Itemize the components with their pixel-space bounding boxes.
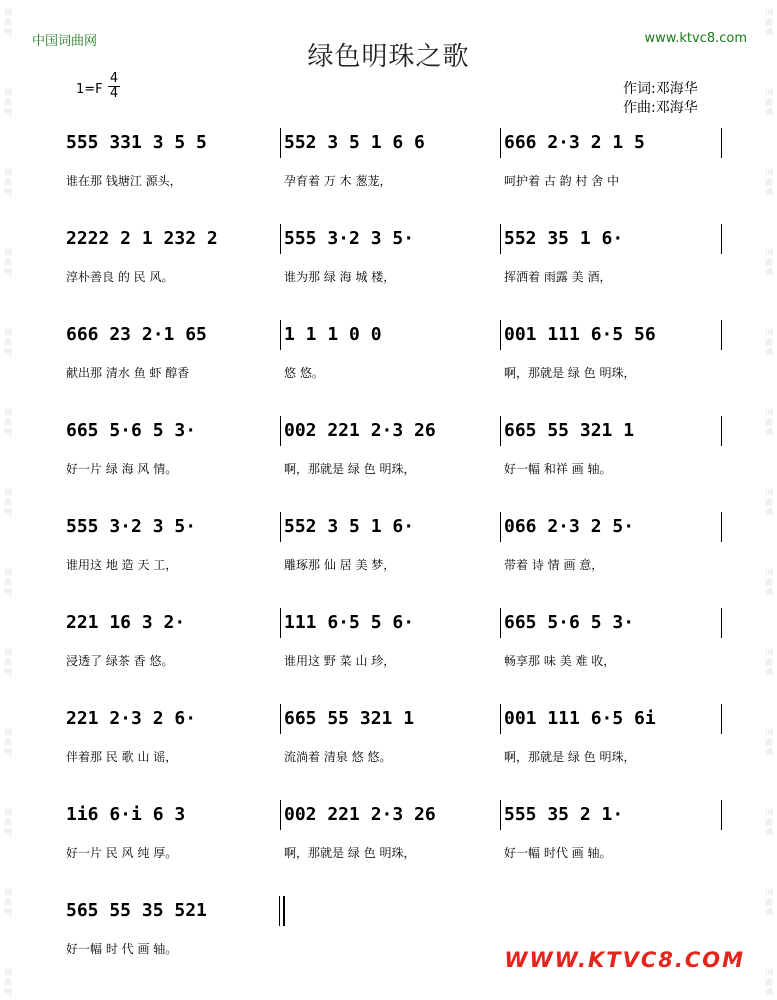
barline xyxy=(500,512,501,542)
watermark-text: 词 曲 网 xyxy=(4,168,12,197)
barline xyxy=(721,416,722,446)
notes: 066 2·3 2 5· xyxy=(504,516,635,537)
watermark-left xyxy=(1,0,15,1000)
site-url-right[interactable]: www.ktvc8.com xyxy=(644,31,747,46)
notes: 552 3 5 1 6· xyxy=(284,516,415,537)
lyric: 孕育着 万 木 葱茏， xyxy=(284,174,392,188)
watermark-text: 词 曲 网 xyxy=(765,808,773,837)
notes: 665 5·6 5 3· xyxy=(504,612,635,633)
watermark-text: 词 曲 网 xyxy=(765,728,773,757)
barline xyxy=(721,800,722,830)
notes: 1 1 1 0 0 xyxy=(284,324,382,345)
lyric: 畅享那 味 美 难 收， xyxy=(504,654,616,668)
key-signature: 1=F xyxy=(76,82,103,97)
notes: 001 111 6·5 56 xyxy=(504,324,656,345)
watermark-text: 词 曲 网 xyxy=(765,568,773,597)
song-title: 绿色明珠之歌 xyxy=(307,42,470,72)
notes: 111 6·5 5 6· xyxy=(284,612,415,633)
lyric: 流淌着 清泉 悠 悠。 xyxy=(284,750,392,764)
notes: 002 221 2·3 26 xyxy=(284,804,436,825)
barline xyxy=(280,128,281,158)
notes: 665 55 321 1 xyxy=(504,420,635,441)
watermark-text: 词 曲 网 xyxy=(765,888,773,917)
notes: 555 3·2 3 5· xyxy=(66,516,197,537)
notes: 1i6 6·i 6 3 xyxy=(66,804,186,825)
final-barline-thin xyxy=(279,896,280,926)
barline xyxy=(500,800,501,830)
lyric: 啊，那就是 绿 色 明珠， xyxy=(284,846,416,860)
notes: 221 16 3 2· xyxy=(66,612,186,633)
barline xyxy=(280,416,281,446)
lyric: 谁用这 地 造 天 工， xyxy=(66,558,178,572)
lyric: 伴着那 民 歌 山 谣， xyxy=(66,750,178,764)
watermark-text: 词 曲 网 xyxy=(765,88,773,117)
barline xyxy=(500,320,501,350)
lyric: 啊，那就是 绿 色 明珠， xyxy=(284,462,416,476)
watermark-text: 词 曲 网 xyxy=(4,328,12,357)
watermark-text: 词 曲 网 xyxy=(765,488,773,517)
final-barline-thick xyxy=(283,896,285,926)
barline xyxy=(721,704,722,734)
barline xyxy=(280,800,281,830)
notes: 555 331 3 5 5 xyxy=(66,132,207,153)
barline xyxy=(721,320,722,350)
notes: 665 55 321 1 xyxy=(284,708,415,729)
watermark-text: 词 曲 网 xyxy=(765,168,773,197)
watermark-text: 词 曲 网 xyxy=(4,648,12,677)
notes: 555 35 2 1· xyxy=(504,804,624,825)
notes: 2222 2 1 232 2 xyxy=(66,228,218,249)
watermark-text: 词 曲 网 xyxy=(4,8,12,37)
barline xyxy=(500,416,501,446)
lyric: 好一片 民 风 纯 厚。 xyxy=(66,846,178,860)
lyric: 好一幅 时代 画 轴。 xyxy=(504,846,612,860)
notes: 666 2·3 2 1 5 xyxy=(504,132,645,153)
notes: 565 55 35 521 xyxy=(66,900,207,921)
watermark-text: 词 曲 网 xyxy=(765,968,773,997)
credits xyxy=(623,80,698,118)
barline xyxy=(280,608,281,638)
composer: 作曲:邓海华 xyxy=(623,100,698,116)
notes: 552 3 5 1 6 6 xyxy=(284,132,425,153)
lyric: 好一幅 和祥 画 轴。 xyxy=(504,462,612,476)
notes: 001 111 6·5 6i xyxy=(504,708,656,729)
watermark-right xyxy=(762,0,776,1000)
barline xyxy=(500,704,501,734)
barline xyxy=(280,224,281,254)
watermark-text: 词 曲 网 xyxy=(765,408,773,437)
watermark-text: 词 曲 网 xyxy=(4,408,12,437)
notes: 555 3·2 3 5· xyxy=(284,228,415,249)
lyric: 挥洒着 雨露 美 酒， xyxy=(504,270,612,284)
barline xyxy=(280,512,281,542)
watermark-text: 词 曲 网 xyxy=(4,808,12,837)
footer-logo[interactable]: WWW.KTVC8.COM xyxy=(504,948,745,972)
lyric: 淳朴善良 的 民 风。 xyxy=(66,270,174,284)
lyric: 好一片 绿 海 风 情。 xyxy=(66,462,178,476)
notes: 665 5·6 5 3· xyxy=(66,420,197,441)
watermark-text: 词 曲 网 xyxy=(4,728,12,757)
watermark-text: 词 曲 网 xyxy=(765,328,773,357)
site-name-left[interactable]: 中国词曲网 xyxy=(32,34,98,49)
lyricist: 作词:邓海华 xyxy=(623,81,698,97)
barline xyxy=(721,512,722,542)
watermark-text: 词 曲 网 xyxy=(4,968,12,997)
lyric: 浸透了 绿茶 香 悠。 xyxy=(66,654,174,668)
notes: 552 35 1 6· xyxy=(504,228,624,249)
watermark-text: 词 曲 网 xyxy=(765,248,773,277)
barline xyxy=(721,128,722,158)
lyric: 谁为那 绿 海 城 楼， xyxy=(284,270,396,284)
watermark-text: 词 曲 网 xyxy=(765,648,773,677)
watermark-text: 词 曲 网 xyxy=(4,88,12,117)
time-signature xyxy=(108,72,120,101)
notes: 221 2·3 2 6· xyxy=(66,708,197,729)
lyric: 带着 诗 情 画 意， xyxy=(504,558,604,572)
time-signature-bottom: 4 xyxy=(109,86,119,101)
lyric: 献出那 清水 鱼 虾 醇香 xyxy=(66,366,190,380)
barline xyxy=(721,224,722,254)
barline xyxy=(500,608,501,638)
time-signature-top: 4 xyxy=(109,71,119,86)
lyric: 啊，那就是 绿 色 明珠， xyxy=(504,750,636,764)
barline xyxy=(721,608,722,638)
barline xyxy=(500,224,501,254)
lyric: 悠 悠。 xyxy=(284,366,324,380)
lyric: 啊，那就是 绿 色 明珠， xyxy=(504,366,636,380)
watermark-text: 词 曲 网 xyxy=(4,248,12,277)
barline xyxy=(280,704,281,734)
watermark-text: 词 曲 网 xyxy=(4,568,12,597)
lyric: 雕琢那 仙 居 美 梦， xyxy=(284,558,396,572)
lyric: 呵护着 古 韵 村 舍 中 xyxy=(504,174,620,188)
notes: 002 221 2·3 26 xyxy=(284,420,436,441)
barline xyxy=(500,128,501,158)
watermark-text: 词 曲 网 xyxy=(4,488,12,517)
lyric: 谁在那 钱塘江 源头， xyxy=(66,174,182,188)
lyric: 谁用这 野 菜 山 珍， xyxy=(284,654,396,668)
lyric: 好一幅 时 代 画 轴。 xyxy=(66,942,178,956)
barline xyxy=(280,320,281,350)
watermark-text: 词 曲 网 xyxy=(4,888,12,917)
notes: 666 23 2·1 65 xyxy=(66,324,207,345)
watermark-text: 词 曲 网 xyxy=(765,8,773,37)
